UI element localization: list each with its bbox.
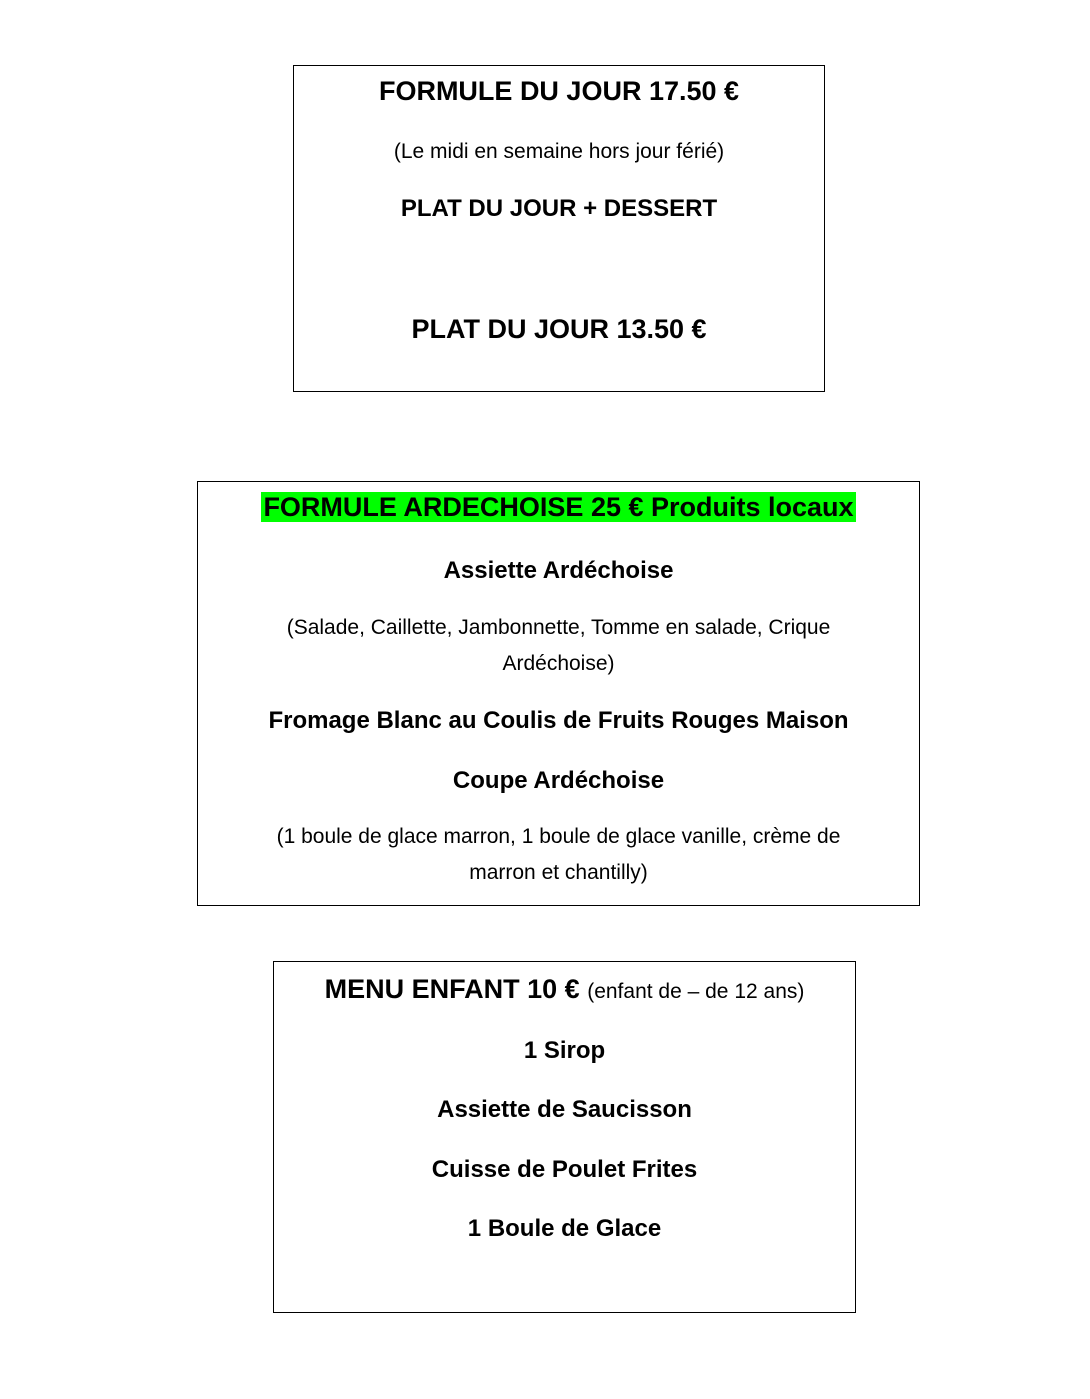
dessert-detail-line2: marron et chantilly) (469, 861, 648, 884)
starter-title: Assiette Ardéchoise (443, 557, 674, 584)
menu-enfant-heading (274, 974, 855, 1005)
formule-du-jour-box (293, 65, 825, 392)
menu-enfant-item: 1 Boule de Glace (467, 1215, 662, 1242)
menu-enfant-item: Assiette de Saucisson (437, 1096, 692, 1123)
starter-detail-line2: Ardéchoise) (502, 652, 615, 675)
dessert-detail-line1: (1 boule de glace marron, 1 boule de glace vanille, crème de (276, 825, 841, 848)
menu-enfant-item: 1 Sirop (523, 1037, 606, 1064)
formule-du-jour-content: PLAT DU JOUR + DESSERT (400, 195, 718, 222)
menu-enfant-box (273, 961, 856, 1313)
menu-enfant-age-note: (enfant de – de 12 ans) (587, 980, 805, 1003)
cheese-title: Fromage Blanc au Coulis de Fruits Rouges Maison (268, 707, 849, 734)
dessert-title: Coupe Ardéchoise (452, 767, 665, 794)
formule-du-jour-note: (Le midi en semaine hors jour férié) (393, 140, 725, 163)
formule-ardechoise-box (197, 481, 920, 906)
formule-du-jour-title: FORMULE DU JOUR 17.50 € (378, 76, 740, 106)
menu-enfant-item: Cuisse de Poulet Frites (431, 1156, 698, 1183)
formule-ardechoise-title-highlight: FORMULE ARDECHOISE 25 € Produits locaux (263, 492, 854, 522)
menu-enfant-title: MENU ENFANT 10 € (324, 974, 580, 1004)
plat-du-jour-price: PLAT DU JOUR 13.50 € (411, 314, 707, 344)
formule-ardechoise-title (198, 492, 919, 523)
starter-detail-line1: (Salade, Caillette, Jambonnette, Tomme en salade, Crique (286, 616, 831, 639)
